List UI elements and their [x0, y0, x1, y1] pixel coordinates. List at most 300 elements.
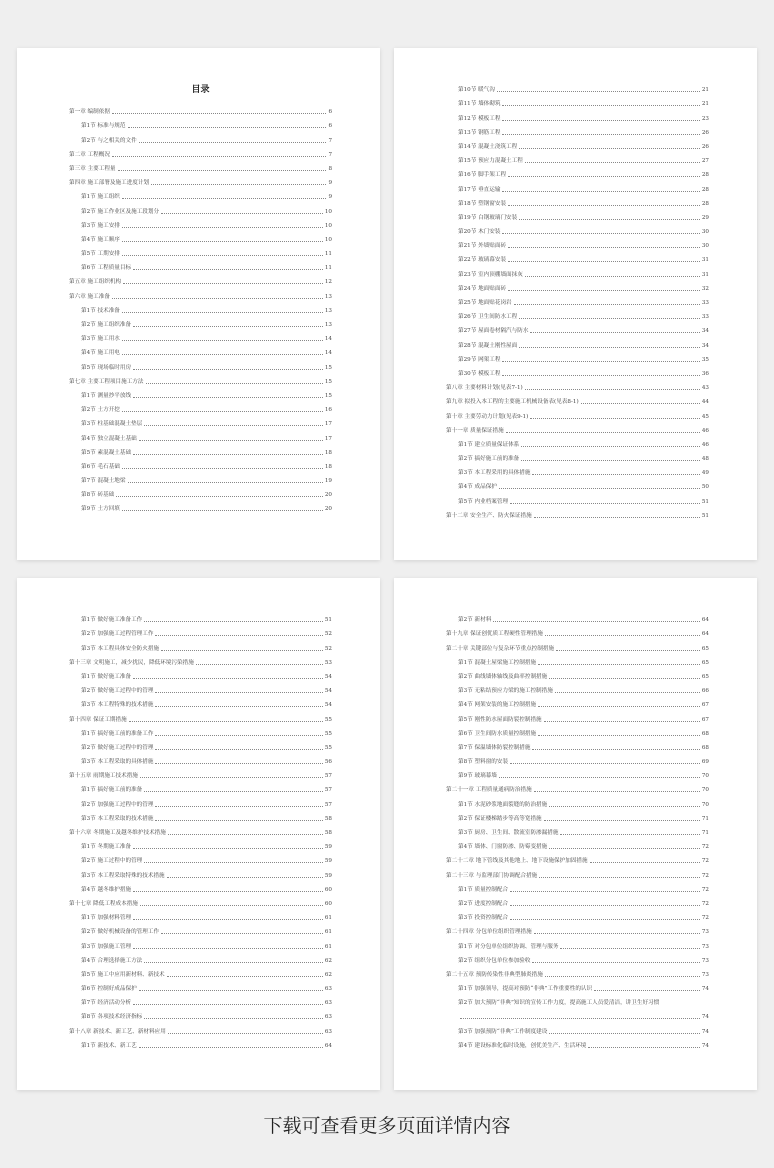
toc-section-entry: [446, 609, 709, 623]
toc-entry-title: 第22节 玻璃幕安装: [458, 257, 507, 264]
toc-entry-title: 第3节 本工程采用的具体措施: [458, 470, 531, 477]
toc-page-number: 14: [324, 336, 332, 343]
toc-page-number: 61: [324, 929, 332, 936]
toc-dot-leader: [493, 621, 700, 622]
toc-section-entry: [446, 150, 709, 164]
toc-entry-title: 第2节 保证楼梯踏步等高等宽措施: [458, 815, 542, 822]
toc-dot-leader: [112, 113, 327, 114]
toc-entry-title: 第5节 内业档案管理: [458, 498, 509, 505]
toc-dot-leader: [161, 933, 323, 934]
toc-section-entry: [69, 442, 332, 456]
toc-dot-leader: [133, 369, 323, 370]
toc-page-number: 13: [324, 322, 332, 328]
toc-dot-leader: [534, 517, 700, 518]
toc-entry-title: 第1节 冬期施工准备: [81, 844, 132, 851]
toc-chapter-entry: [446, 864, 709, 878]
toc-dot-leader: [502, 120, 699, 121]
toc-page-number: 73: [701, 957, 709, 964]
toc-dot-leader: [133, 1004, 323, 1005]
toc-section-entry: [69, 243, 332, 257]
toc-page-number: 32: [701, 285, 709, 292]
toc-dot-leader: [133, 948, 323, 949]
toc-page-number: 43: [701, 385, 709, 392]
toc-section-entry: [69, 385, 332, 399]
toc-dot-leader: [118, 170, 327, 171]
toc-page-number: 49: [701, 470, 709, 477]
toc-dot-leader: [519, 148, 700, 149]
toc-page-number: 9: [328, 194, 332, 201]
toc-page-number: 73: [701, 943, 709, 950]
toc-entry-title: 第1节 加强领导，提高对预防“非典”工作重要性的认识: [458, 986, 593, 993]
toc-dot-leader: [525, 162, 700, 163]
toc-section-entry: [69, 1035, 332, 1049]
toc-entry-title: 第26节 卫生间防水工程: [458, 314, 518, 321]
toc-page-number: 55: [324, 716, 332, 723]
toc-entry-title: 第11节 墙体砌筑: [458, 101, 501, 108]
toc-entry-list: [446, 79, 709, 519]
toc-entry-title: 第5节 素混凝土基础: [81, 449, 132, 456]
toc-dot-leader: [530, 332, 699, 333]
toc-section-entry: [69, 637, 332, 651]
toc-chapter-entry: [69, 285, 332, 299]
toc-dot-leader: [196, 664, 323, 665]
toc-page-number: 34: [701, 342, 709, 349]
toc-entry-title: 第21节 外墙贴面砖: [458, 243, 507, 250]
toc-section-entry: [446, 207, 709, 221]
toc-section-entry: [69, 623, 332, 637]
toc-dot-leader: [538, 664, 700, 665]
toc-section-entry: [446, 694, 709, 708]
toc-entry-title: 第3节 本工程采取特殊的技术措施: [81, 872, 165, 879]
toc-dot-leader: [122, 468, 323, 469]
toc-chapter-entry: [446, 405, 709, 419]
toc-entry-list: [69, 101, 332, 512]
toc-dot-leader: [122, 227, 323, 228]
toc-entry-title: 第27节 屋面卷材隔汽与防水: [458, 328, 529, 335]
toc-entry-title: 第1节 技术准备: [81, 307, 120, 314]
toc-dot-leader: [532, 474, 699, 475]
toc-entry-title: 第4节 合理选择施工方法: [81, 957, 143, 964]
toc-section-entry: [446, 978, 709, 992]
toc-page-number: 10: [324, 236, 332, 243]
toc-dot-leader: [508, 247, 700, 248]
toc-dot-leader: [133, 397, 323, 398]
toc-dot-leader: [521, 446, 700, 447]
toc-section-entry: [69, 808, 332, 822]
toc-page-number: 56: [324, 759, 332, 766]
toc-dot-leader: [539, 877, 700, 878]
toc-dot-leader: [122, 255, 323, 256]
toc-page-number: 33: [701, 300, 709, 306]
toc-page-number: 46: [701, 441, 709, 448]
toc-page-number: 72: [701, 872, 709, 879]
toc-title: 目录: [191, 85, 210, 95]
toc-dot-leader: [510, 503, 700, 504]
toc-section-entry: [69, 498, 332, 512]
toc-dot-leader: [506, 432, 700, 433]
toc-page-4: [394, 578, 757, 1090]
toc-dot-leader: [544, 721, 700, 722]
toc-entry-title: 第2节 与之相关的文件: [81, 137, 137, 144]
toc-dot-leader: [549, 1033, 700, 1034]
toc-section-entry: [446, 164, 709, 178]
toc-entry-title: 第23节 室内顶棚墙面抹灰: [458, 271, 523, 278]
toc-section-entry: [446, 737, 709, 751]
toc-section-entry: [69, 399, 332, 413]
toc-entry-title: 第3节 无粘结预应力梁的施工控制措施: [458, 688, 553, 695]
toc-dot-leader: [151, 184, 326, 185]
toc-section-entry: [69, 666, 332, 680]
toc-entry-title: 第13节 钢筋工程: [458, 129, 501, 136]
toc-entry-title: 第1节 测量抄平放线: [81, 392, 132, 399]
toc-entry-title: 第一章 编制依据: [69, 109, 110, 116]
toc-page-number: 60: [324, 900, 332, 907]
toc-section-entry: [446, 751, 709, 765]
toc-entry-title: 第10节 暖气沟: [458, 87, 495, 94]
toc-section-entry: [69, 680, 332, 694]
toc-dot-leader: [133, 678, 323, 679]
toc-dot-leader: [514, 304, 700, 305]
toc-section-entry: [69, 921, 332, 935]
toc-section-entry: [69, 342, 332, 356]
toc-dot-leader: [112, 156, 327, 157]
toc-section-entry: [69, 793, 332, 807]
toc-page-number: 8: [328, 165, 332, 172]
toc-page-number: 72: [701, 858, 709, 865]
toc-section-entry: [446, 836, 709, 850]
toc-page-number: 6: [328, 109, 332, 116]
toc-entry-title: 第4节 建设标准化临时设施，创优美生产、生活环境: [458, 1042, 587, 1049]
toc-entry-title: 第25节 地面贴花岗岩: [458, 300, 512, 306]
toc-dot-leader: [139, 142, 327, 143]
toc-section-entry: [446, 235, 709, 249]
toc-page-number: 57: [324, 773, 332, 780]
toc-section-entry: [446, 490, 709, 504]
toc-section-entry: [446, 1006, 709, 1020]
toc-dot-leader: [161, 213, 323, 214]
toc-page-number: 54: [324, 673, 332, 680]
toc-entry-title: 第十四章 保证工期措施: [69, 716, 127, 723]
toc-page-number: 58: [324, 830, 332, 836]
toc-page-number: 30: [701, 229, 709, 236]
toc-page-number: 15: [324, 364, 332, 371]
toc-section-entry: [446, 1020, 709, 1034]
toc-page-number: 69: [701, 759, 709, 766]
toc-page-number: 60: [324, 886, 332, 893]
toc-dot-leader: [122, 340, 323, 341]
toc-entry-title: 第3节 投资控制配合: [458, 915, 509, 922]
toc-entry-title: 第2节 做好施工过程中的管理: [81, 744, 154, 751]
toc-dot-leader: [519, 318, 700, 319]
toc-entry-title: 第16节 脚手架工程: [458, 172, 507, 179]
toc-dot-leader: [544, 820, 700, 821]
toc-dot-leader: [122, 312, 323, 313]
toc-entry-title: 第5节 现场临时用房: [81, 364, 132, 371]
toc-entry-title: 第8节 各项技术经济指标: [81, 1014, 143, 1021]
toc-section-entry: [69, 129, 332, 143]
toc-page-number: 21: [701, 101, 709, 108]
toc-page-number: 65: [701, 645, 709, 652]
toc-dot-leader: [133, 891, 323, 892]
toc-page-number: 71: [701, 815, 709, 822]
toc-entry-title: 第1节 质量控制配合: [458, 886, 509, 893]
toc-entry-title: 第6节 控制好成品保护: [81, 986, 137, 993]
toc-dot-leader: [155, 820, 322, 821]
toc-section-entry: [446, 221, 709, 235]
toc-chapter-entry: [69, 144, 332, 158]
toc-dot-leader: [144, 791, 323, 792]
toc-entry-title: 第2节 加大预防“非典”知识的宣传工作力度，提高施工人员爱清洁，讲卫生好习惯: [458, 1000, 660, 1007]
toc-entry-title: 第3节 本工程采取的技术措施: [81, 815, 154, 822]
toc-section-entry: [446, 306, 709, 320]
toc-dot-leader: [549, 806, 700, 807]
toc-chapter-entry: [69, 172, 332, 186]
toc-page-number: 72: [701, 915, 709, 922]
toc-section-entry: [446, 448, 709, 462]
toc-dot-leader: [139, 990, 323, 991]
toc-entry-title: 第2节 施工过程中的管理: [81, 858, 143, 865]
toc-page-number: 74: [701, 1042, 709, 1049]
toc-entry-title: 第4节 墙体、门窗防渗、防霉变措施: [458, 844, 548, 851]
toc-section-entry: [446, 178, 709, 192]
toc-entry-title: 第2节 土方开挖: [81, 407, 120, 414]
toc-page-3: [17, 578, 380, 1090]
toc-dot-leader: [460, 1018, 700, 1019]
toc-page-number: 73: [701, 929, 709, 936]
toc-dot-leader: [128, 482, 323, 483]
toc-page-number: 15: [324, 378, 332, 385]
toc-dot-leader: [123, 283, 323, 284]
toc-entry-title: 第4节 成品保护: [458, 484, 497, 491]
toc-section-entry: [446, 136, 709, 150]
toc-entry-title: 第十三章 文明施工，减少扰民，降低环境污染措施: [69, 659, 194, 666]
toc-entry-title: 第1节 施工组织: [81, 194, 120, 201]
toc-chapter-entry: [446, 921, 709, 935]
toc-dot-leader: [155, 706, 322, 707]
toc-section-entry: [446, 278, 709, 292]
toc-section-entry: [69, 484, 332, 498]
toc-entry-title: 第5节 工期安排: [81, 251, 120, 258]
toc-dot-leader: [144, 962, 323, 963]
toc-page-number: 59: [324, 872, 332, 879]
toc-entry-title: 第3节 本工程采取的具体措施: [81, 759, 154, 766]
toc-dot-leader: [532, 962, 699, 963]
toc-dot-leader: [549, 678, 700, 679]
toc-dot-leader: [140, 777, 323, 778]
toc-page-number: 57: [324, 801, 332, 808]
toc-section-entry: [69, 300, 332, 314]
toc-page-number: 11: [324, 265, 332, 272]
toc-dot-leader: [581, 403, 700, 404]
toc-entry-title: 第4节 独立混凝土基础: [81, 435, 137, 442]
toc-entry-title: 第九章 拟投入本工程的主要施工机械设备表(见表8-1): [446, 399, 579, 406]
toc-entry-title: 第2节 做好机械设备的管理工作: [81, 929, 160, 936]
toc-page-number: 72: [701, 844, 709, 851]
toc-entry-title: 第7节 经济活动分析: [81, 1000, 132, 1007]
toc-section-entry: [446, 320, 709, 334]
toc-entry-title: 第6节 毛石基础: [81, 463, 120, 470]
toc-page-number: 64: [701, 631, 709, 638]
toc-page-number: 52: [324, 631, 332, 638]
toc-dot-leader: [129, 721, 323, 722]
toc-dot-leader: [530, 418, 700, 419]
toc-dot-leader: [538, 735, 700, 736]
toc-page-number: 48: [701, 456, 709, 463]
toc-section-entry: [69, 850, 332, 864]
toc-chapter-entry: [446, 377, 709, 391]
toc-section-entry: [446, 1035, 709, 1049]
toc-dot-leader: [510, 763, 700, 764]
toc-page-number: 17: [324, 421, 332, 428]
toc-dot-leader: [133, 454, 323, 455]
toc-page-number: 13: [324, 293, 332, 300]
toc-entry-list: [446, 609, 709, 1049]
toc-page-number: 51: [701, 512, 709, 519]
toc-dot-leader: [560, 948, 699, 949]
toc-entry-title: 第3节 加强预防“非典”工作制度建设: [458, 1028, 548, 1035]
toc-section-entry: [69, 215, 332, 229]
toc-page-number: 10: [324, 222, 332, 229]
toc-page-number: 63: [324, 1014, 332, 1021]
toc-page-number: 73: [701, 971, 709, 978]
toc-page-number: 51: [324, 617, 332, 624]
toc-page-number: 23: [701, 115, 709, 122]
toc-section-entry: [69, 427, 332, 441]
toc-entry-title: 第1节 建立质量保证体系: [458, 441, 520, 448]
toc-page-number: 68: [701, 730, 709, 737]
toc-dot-leader: [139, 440, 323, 441]
toc-chapter-entry: [69, 158, 332, 172]
toc-entry-title: 第二十四章 分包单位组织管理措施: [446, 929, 532, 936]
toc-dot-leader: [122, 510, 323, 511]
toc-section-entry: [446, 122, 709, 136]
toc-entry-title: 第4节 越冬维护措施: [81, 886, 132, 893]
toc-dot-leader: [519, 219, 700, 220]
toc-page-number: 59: [324, 858, 332, 865]
toc-chapter-entry: [69, 822, 332, 836]
toc-page-number: 63: [324, 1000, 332, 1007]
toc-dot-leader: [556, 650, 700, 651]
toc-dot-leader: [538, 706, 700, 707]
toc-dot-leader: [508, 261, 700, 262]
toc-entry-title: 第4节 施工用电: [81, 350, 120, 357]
toc-entry-title: 第6节 卫生间防水质量控制措施: [458, 730, 537, 737]
toc-section-entry: [69, 864, 332, 878]
toc-page-number: 65: [701, 659, 709, 666]
toc-entry-title: 第十五章 雨期施工技术措施: [69, 773, 138, 780]
toc-section-entry: [69, 356, 332, 370]
toc-dot-leader: [525, 276, 700, 277]
toc-section-entry: [69, 964, 332, 978]
toc-entry-title: 第9节 土方回填: [81, 506, 120, 513]
toc-page-number: 64: [701, 617, 709, 624]
toc-entry-title: 第1节 新技术、新工艺: [81, 1042, 137, 1049]
toc-entry-title: 第28节 混凝土刚性屋面: [458, 342, 518, 349]
toc-dot-leader: [144, 1018, 323, 1019]
toc-section-entry: [446, 249, 709, 263]
toc-dot-leader: [510, 905, 700, 906]
toc-section-entry: [69, 992, 332, 1006]
toc-chapter-entry: [69, 271, 332, 285]
toc-section-entry: [69, 115, 332, 129]
toc-section-entry: [446, 476, 709, 490]
toc-entry-title: 第17节 垂直运输: [458, 186, 501, 193]
toc-dot-leader: [155, 763, 322, 764]
toc-entry-title: 第十九章 保证创优质工程硬性管理措施: [446, 631, 543, 638]
toc-dot-leader: [502, 361, 699, 362]
toc-chapter-entry: [446, 850, 709, 864]
toc-section-entry: [446, 723, 709, 737]
toc-page-number: 74: [701, 1014, 709, 1021]
toc-section-entry: [446, 935, 709, 949]
toc-section-entry: [69, 470, 332, 484]
toc-section-entry: [69, 186, 332, 200]
toc-entry-title: 第十八章 新技术、新工艺、新材料应用: [69, 1028, 166, 1035]
toc-dot-leader: [510, 891, 700, 892]
toc-chapter-entry: [69, 652, 332, 666]
toc-entry-title: 第二十三章 与监理部门协调配合措施: [446, 872, 538, 879]
toc-dot-leader: [161, 650, 323, 651]
toc-entry-title: 第3节 施工用水: [81, 336, 120, 343]
toc-section-entry: [446, 434, 709, 448]
toc-page-number: 20: [324, 506, 332, 513]
toc-chapter-entry: [446, 637, 709, 651]
toc-page-number: 44: [701, 399, 709, 406]
toc-entry-title: 第30节 模板工程: [458, 370, 501, 377]
toc-dot-leader: [168, 834, 323, 835]
toc-dot-leader: [594, 990, 700, 991]
toc-page-number: 35: [701, 356, 709, 363]
toc-entry-title: 第5节 刚性防水屋面防裂控制措施: [458, 716, 542, 723]
toc-entry-title: 第1节 做好施工准备: [81, 673, 132, 680]
toc-page-number: 20: [324, 492, 332, 499]
toc-page-number: 26: [701, 143, 709, 150]
toc-page-number: 61: [324, 915, 332, 922]
toc-page-number: 9: [328, 180, 332, 187]
toc-entry-title: 第二十一章 工程质量通病防治措施: [446, 787, 532, 794]
toc-page-number: 58: [324, 815, 332, 822]
toc-entry-title: 第3节 加强施工管理: [81, 943, 132, 950]
toc-entry-title: 第7节 混凝土地梁: [81, 478, 126, 485]
toc-page-1: [17, 48, 380, 560]
toc-entry-title: 第2节 加强施工过程中的管理: [81, 801, 154, 808]
toc-section-entry: [69, 737, 332, 751]
toc-page-number: 7: [328, 137, 332, 144]
toc-dot-leader: [545, 976, 700, 977]
toc-page-number: 18: [324, 463, 332, 470]
toc-entry-title: 第8节 塑料窗的安装: [458, 759, 509, 766]
toc-chapter-entry: [446, 964, 709, 978]
toc-chapter-entry: [69, 371, 332, 385]
toc-page-number: 74: [701, 986, 709, 993]
toc-entry-title: 第1节 搞好施工前的准备: [81, 787, 143, 794]
toc-page-number: 11: [324, 251, 332, 258]
toc-entry-title: 第6节 工程质量目标: [81, 265, 132, 272]
toc-page-number: 14: [324, 350, 332, 357]
toc-section-entry: [69, 723, 332, 737]
toc-entry-title: 第八章 主要材料计划(见表7-1): [446, 385, 523, 392]
toc-page-number: 72: [701, 900, 709, 907]
toc-page-number: 33: [701, 314, 709, 321]
toc-dot-leader: [534, 933, 700, 934]
toc-dot-leader: [521, 460, 700, 461]
toc-dot-leader: [133, 919, 323, 920]
toc-page-number: 72: [701, 886, 709, 893]
toc-section-entry: [69, 879, 332, 893]
toc-entry-title: 第二十章 关键部位与复杂环节重点控制措施: [446, 645, 555, 652]
toc-section-entry: [446, 680, 709, 694]
toc-page-2: [394, 48, 757, 560]
